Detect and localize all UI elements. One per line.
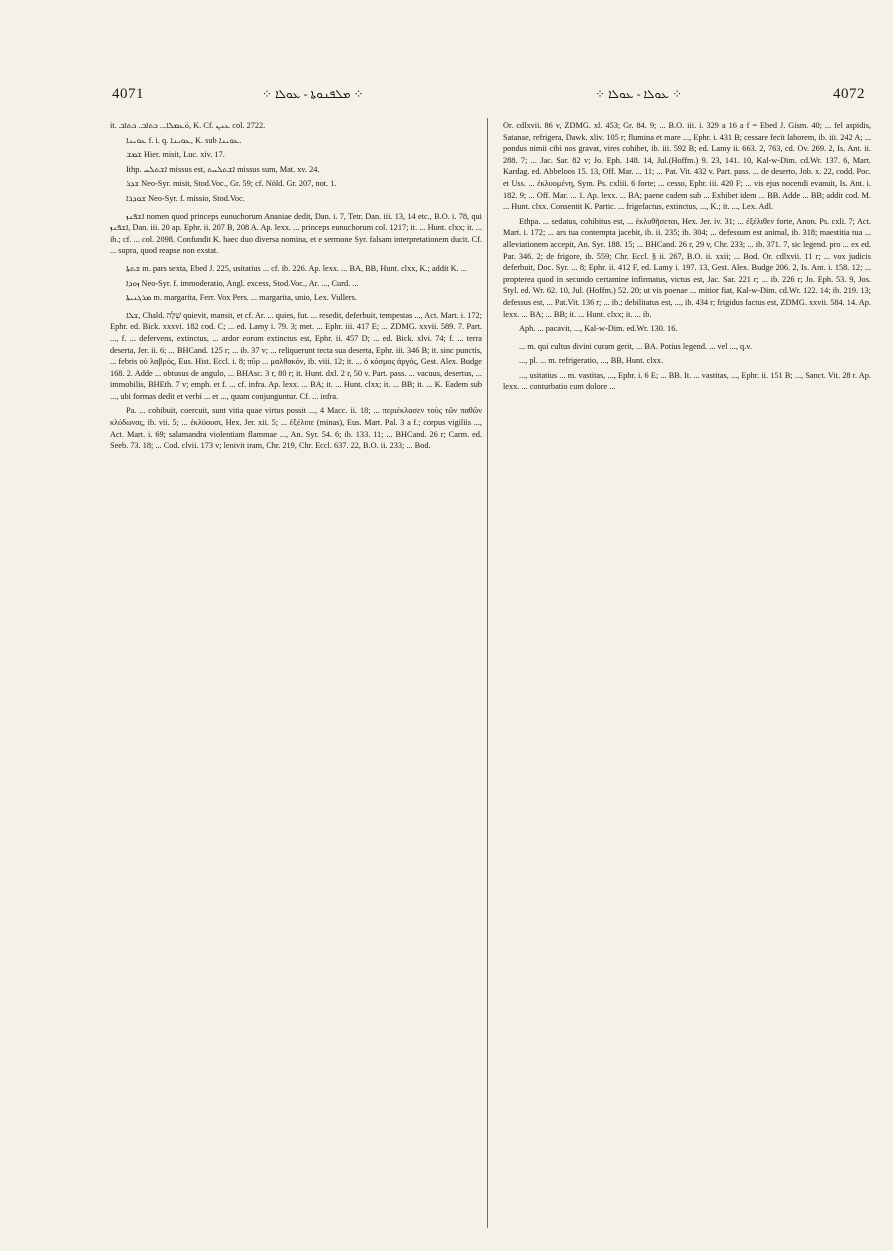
right-column bbox=[503, 120, 871, 1230]
entry: Ithp. ܐܫܬܠܚ missus est, ܐܫܬܠܚܬ missus sum, Mat. xv. 24. bbox=[126, 164, 320, 174]
entry: Pa. ... cohibuit, coercuit, sunt vitia quae virtus possit ..., 4 Macc. ii. 18; ... περιέκλασεν τοὺς τῶν παθῶν κλύδωνας, ib. vii. 5; ... ἐκλύουσι, Hex. Jer. xii. 5; ... ἐξέλιπε (minas), Eus. Mart. Pal. 3 a f.; corpus vigiliis ..., Act. Mart. i. 69; salamandra violentiam flammae ..., An. Syr. 54. 6; ib. 133. 11; ... BHCand. 26 r; Carm. ed. Seeb. 73. 18; ... Cod. clvii. 173 v; lenivit iram, Chr. 219, Chr. Eccl. 637. 22, B.O. ii. 233; ... Bod. bbox=[110, 406, 482, 451]
left-column bbox=[110, 120, 482, 1230]
right-page-number: 4072 bbox=[833, 86, 865, 102]
right-running-title: ⁘ ܥܘܠܐ - ܥܘܠܐ ⁘ bbox=[595, 87, 683, 101]
page-header bbox=[0, 0, 893, 100]
entry: Aph. ... pacavit, ..., Kal-w-Dim. ed.Wr. 130. 16. bbox=[519, 324, 678, 334]
entry: ܡܪܓܢܝܬܐ m. margarita, Ferr. Vox Pers. ... margarita, unio, Lex. Vullers. bbox=[126, 293, 357, 303]
entry: ܫܡܫ Hier. misit, Luc. xiv. 17. bbox=[126, 150, 225, 160]
entry: ܙܘܕܐ Neo-Syr. f. immoderatio, Angl. excess, Stod.Voc., Ar. ..., Curd. ... bbox=[126, 278, 359, 288]
entry: ܫܘܕܪܐ Neo-Syr. f. missio, Stod.Voc. bbox=[126, 193, 245, 203]
entry: Ethpa. ... sedatus, cohibitus est, ... ἐκλυθῆσεται, Hex. Jer. iv. 31; ... ἐξέλιθεν forte, Anon. Ps. cxli. 7; Act. Mart. i. 172; ... ars tua contempta jacebit, ib. ii. 235; ib. 304; ... defessum est animal, ib. 318; maestitia tua ... alleviationem accepit, An. Syr. 188. 15; ... BHCand. 26 r, 29 v, Chr. 233; ... ib. 371. 7, sic legend. pro ... ex ed. Par. 346. 2; de frigore, ib. 559; Chr. Eccl. § ii. 267, B.O. ii. xxii; ... Bod. Or. cdlxvii. 11 r; ... vox judicis deferbuit, Doc. Syr. ... 8; Ephr. ii. 412 F, ed. Lamy i. 197. 13, Gest. Alex. Budge 206. 2, Is. Ant. i. 158. 12; ... propterea quod in secundo certamine infirmatus, victus est, Jac. Sar. 221 r; ... ib. 226 r; Jo. Eph. 53. 9, Jos. Styl. ed. Wr. 62. 10, Jul. (Hoffm.) 52. 20; ut vis poenae ... mitior fiat, Kal-w-Dim. cd.Wr. 122. 14; ib. 219. 13; defessus est, ... Pat.Vit. 136 r; ... ib.; debilitatus est, ..., ib. 434 r; frigidus factus est, ZDMG. xxvii. 584. 14. Ap. lexx. ... BA; ... BB; it. ... Hunt. clxx; it. ... ib. bbox=[503, 216, 871, 319]
entry: ܫܠܐ, Chald. שְׁלָה quievit, mansit, et cf. Ar. ... quies, fut. ... resedit, deferbuit, tempestas ..., Act. Mart. i. 172; Ephr. ed. Bick. xxxvi. 182 cod. C; ... ed. Lamy i. 79. 3; met. ... Ephr. iii. 417 E; ... ZDMG. xxvii. 589. 7. Part. ..., f. ... defervens, extinctus, ... ardor eorum extinctus est, Ephr. ii. 457 D; ... ed. Bick. xlvi. 74; f. ... terra deserta, Jer. ii. 6; ... BHCand. 125 r; ... ib. 37 v; ... reliquerunt tecta sua deserta, Ephr. iii. 346 B; it. sinc punctis, ... febris οὐ λαβρός, Eus. Hist. Eccl. i. 8; πῦρ ... μαλθακόν, ib. viii. 12; it. ... ὁ κόσμος ἀργός, Gest. Alex. Budge 168. 2. Adde ... obtusus de angulo, ... BHAsc. 3 r, 80 r; it. Hunt. dxl. 2 r, 50 v. Part. pass. ... vacuus, desertus, ... immobilis, BHEth. 7 v; emph. et f. ... cf. infra. Ap. lexx. ... BA; it. ... Hunt. clxx; it. ... BB; it. ... K. Eadem sub ..., ubi formas dedit et verbi ... et ..., quum conjunguntur. Cf. ... infra. bbox=[110, 310, 482, 401]
entry: Or. cdlxvii. 86 v, ZDMG. xl. 453; Gr. 84. 9; ... B.O. iii. i. 329 a 16 a f = Ebed J. Gism. 40; ... fel aspidis, Satanae, refrigera, Dawk. xliv. 105 r; flumina et mare ..., Ephr. i. 431 B; cessare fecit laborem, ib. iii. 242 A; ... pondus nimii cibi nos gravat, vires cohibet, ib. iii. 592 B; ed. Lamy ii. 663. 2, 763, cd. Ov. 269. 2, Is. Ant. ii. 288. 7; ... Jac. Sar. 82 v; Jo. Eph. 148. 14, Jul.(Hoffm.) 9. 23, 141. 10, Kal-w-Dim. cd.Wr. 137. 6, Mart. Kardag. ed. Abbeloos 15. 13, Off. Mar. ... 11; ... Pat. Vit. 432 v. Part. pass. ... de deserto, Job. x. 22, codd. Poc. et Uss. ... ἐκλυομένη, Sym. Ps. cxliii. 6 forte; ... cesso, Ephr. iii. 420 F; ... vis ejus nocendi evanuit, Is. Ant. i. 182. 9; ... Off. Mar. ... 1. Ap. lexx. ... BA; paene cadem sub ... Exhibet idem ... BB. Adde ... BB; addit cod. M. ... Hunt. clxx. Consentit K. Partic. ... frigefactus, extinctus, ..., K.; it. ..., Lex. Adl. bbox=[503, 121, 871, 212]
entry: ܥܘܝܢܐ f. i. q. ܥܘܝܢܐ, K. sub ܥܘܝܢܐ. bbox=[126, 135, 242, 145]
entry: ܐܫܦܢܙ nomen quod princeps eunuchorum Ananiae dedit, Dan. i. 7, Tetr. Dan. iii. 13, 14 etc., B.O. i. 78, qui ܐܫܦܢܙ, Dan. iii. 20 ap. Ephr. ii. 207 B, 208 A. Ap. lexx. ... princeps eunuchorum col. 1217; it. ... Hunt. clxx; it. ... ib.; cf. ... col. 2098. Confundit K. haec duo diversa nomina, et e sermone Syr. falsam interpretationem ducit. Cf. ... supra, quod reapse non exstat. bbox=[110, 211, 482, 256]
column-divider bbox=[487, 118, 488, 1228]
entry: it. ܘ̈ܥܡܠܐ... ܟܬܐܒ. ܟܬܐܒ, K. Cf. ܥܢܢ col. 2722. bbox=[110, 121, 266, 130]
entry: ..., pl. ... m. refrigeratio, ..., BB, Hunt. clxx. bbox=[519, 356, 664, 366]
entry: ..., usitatius ... m. vastitas, ..., Ephr. i. 6 E; ... BB. It. ... vastitas, ..., Ephr. ii. 151 B; ..., Sanct. Vit. 28 r. Ap. lexx. ... conturbatio cum dolore ... bbox=[503, 370, 871, 392]
left-page-number: 4071 bbox=[112, 86, 144, 102]
entry: ܫܕܪ Neo-Syr. misit, Stod.Voc., Gr. 59; cf. Nöld. Gr. 207, not. 1. bbox=[126, 179, 337, 189]
entry: ... m. qui cultus divini curam gerit, ... BA. Potius legend. ... vel ..., q.v. bbox=[519, 341, 752, 351]
entry: ܫܬܬܐ m. pars sexta, Ebed J. 225, usitatius ... cf. ib. 226. Ap. lexx. ... BA, BB, Hunt. clxx, K.; addit K. ... bbox=[126, 263, 468, 273]
left-running-title: ⁘ ܡܠܦܢܘܬܐ - ܥܘܠܐ ⁘ bbox=[262, 87, 364, 101]
